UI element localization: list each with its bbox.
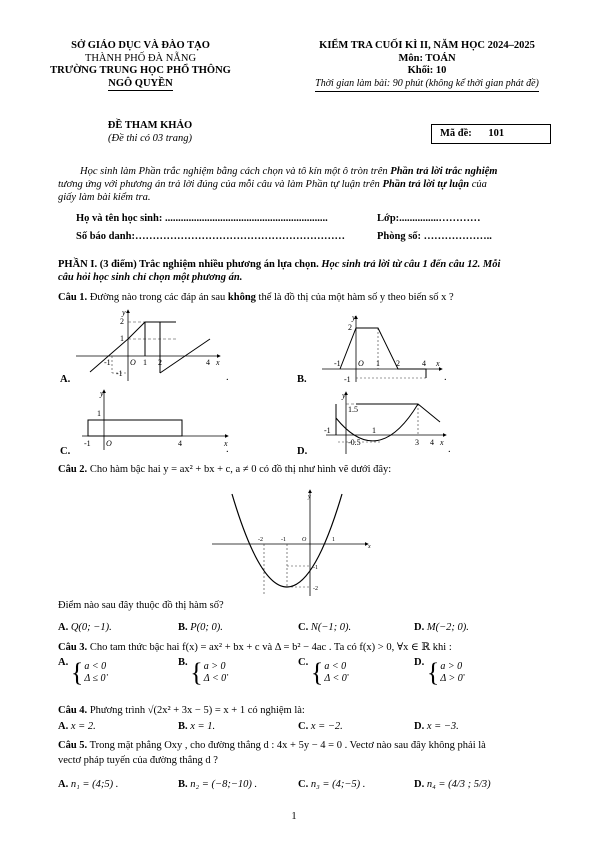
tick-x1: 1 — [332, 537, 335, 543]
opt-end: . — [226, 667, 229, 679]
tick-x4: 4 — [178, 439, 182, 448]
q3-stem — [58, 641, 452, 653]
label-y: y — [122, 308, 126, 317]
instr-line2: tương ứng với phương án trả lời đúng của mỗi câu và làm Phần tự luận trên — [58, 179, 383, 190]
q4-opt-c[interactable] — [298, 721, 343, 732]
tick-x1: 1 — [143, 358, 147, 367]
tick-x-neg1: -1 — [324, 426, 331, 435]
tick-x2: 2 — [396, 359, 400, 368]
q1-opt-b[interactable]: B. — [297, 374, 307, 385]
q5-opt-c[interactable] — [298, 779, 365, 790]
exam-pages: (Đề thi có 03 trang) — [108, 133, 192, 144]
opt-letter: C. — [298, 721, 309, 732]
tick-x1: 1 — [376, 359, 380, 368]
tick-2: 2 — [348, 323, 352, 332]
tick-y-neg2: -2 — [313, 586, 318, 592]
q1-text-a: Đường nào trong các đáp án sau — [87, 292, 228, 303]
q5-text2: vectơ pháp tuyến của đường thẳng d ? — [58, 755, 218, 766]
opt-text: M(−2; 0). — [426, 622, 469, 633]
opt-end: . — [106, 667, 109, 679]
tick-x-neg2: -2 — [258, 537, 263, 543]
school-name: NGÔ QUYỀN — [108, 78, 172, 92]
grade: Khối: 10 — [407, 65, 447, 76]
opt-text: x = −3. — [426, 721, 459, 732]
tick-x4: 4 — [422, 359, 426, 368]
tick-neg0-5: -0.5 — [348, 438, 361, 447]
curve-b — [340, 328, 426, 378]
q1-text-bold: không — [227, 292, 256, 303]
graph-b — [318, 312, 448, 384]
cond-1: a > 0 — [203, 661, 226, 672]
tick-1: 1 — [97, 409, 101, 418]
opt-text: n₁ = (4;5) . — [70, 779, 119, 790]
subject: Môn: TOÁN — [398, 52, 456, 64]
q1-stem — [58, 292, 454, 303]
cond-1: a < 0 — [84, 661, 107, 672]
section1-instr1: Học sinh trả lời từ câu 1 đến câu 12. Mỗi — [318, 259, 501, 270]
q4-text: Phương trình √(2x² + 3x − 5) = x + 1 có nghiệm là: — [87, 705, 305, 716]
cond-2: Δ > 0 — [440, 673, 463, 684]
exam-type: ĐỀ THAM KHẢO — [107, 120, 193, 131]
exam-title: KIỂM TRA CUỐI KÌ II, NĂM HỌC 2024–2025 — [319, 40, 535, 51]
room-field: Phòng số: ……………….. — [377, 231, 492, 242]
opt-text: N(−1; 0). — [310, 622, 352, 633]
city-name: THÀNH PHỐ ĐÀ NẴNG — [84, 52, 197, 64]
q3-opt-d[interactable]: D. { a > 0 Δ > 0 . — [414, 657, 466, 687]
opt-text: x = 2. — [70, 721, 96, 732]
tick-x4: 4 — [430, 438, 434, 447]
q5-opt-d[interactable] — [414, 779, 491, 790]
graph-a — [70, 306, 230, 384]
q3-options — [58, 657, 558, 694]
q4-opt-d[interactable] — [414, 721, 459, 732]
opt-letter: C. — [298, 622, 309, 633]
label-y: y — [308, 494, 311, 500]
opt-letter: A. — [58, 657, 69, 669]
label-x: x — [368, 544, 371, 550]
q1-label: Câu 1. — [58, 292, 88, 303]
q4-stem — [58, 705, 305, 716]
q3-opt-b[interactable]: B. { a > 0 Δ < 0 . — [178, 657, 229, 687]
q2-stem — [58, 464, 391, 475]
tick-1: 1 — [120, 334, 124, 343]
opt-letter: B. — [178, 721, 188, 732]
opt-letter: A. — [58, 779, 69, 790]
tick-x-neg1: -1 — [334, 359, 341, 368]
opt-text: P(0; 0). — [190, 622, 223, 633]
label-y: y — [352, 313, 356, 322]
opt-text: Q(0; −1). — [70, 622, 112, 633]
tick-x-neg1: -1 — [104, 358, 111, 367]
curve-d — [356, 404, 440, 422]
label-y: y — [342, 391, 346, 400]
label-x: x — [224, 439, 228, 448]
graph-c — [78, 388, 238, 452]
label-x: x — [440, 438, 444, 447]
q2-opt-c[interactable] — [298, 622, 351, 633]
opt-letter: D. — [414, 622, 425, 633]
q1-opt-d-dot: . — [448, 444, 451, 455]
duration: Thời gian làm bài: 90 phút (không kể thời gian phát đề) — [315, 78, 539, 93]
instr-line3: giấy làm bài kiểm tra. — [58, 192, 151, 203]
opt-text: x = 1. — [190, 721, 216, 732]
section1-title: PHẦN I. (3 điểm) Trắc nghiệm nhiều phương án lựa chọn. — [58, 259, 319, 270]
opt-end: . — [346, 667, 350, 679]
tick-x3: 3 — [415, 438, 419, 447]
q1-opt-b-dot: . — [444, 372, 447, 383]
tick-y-neg1: -1 — [313, 565, 318, 571]
header-left — [38, 40, 243, 91]
q1-opt-c[interactable]: C. — [60, 446, 71, 457]
q1-opt-a-dot: . — [226, 372, 229, 383]
opt-text: n₃ = (4;−5) . — [310, 779, 366, 790]
graph-d — [322, 390, 452, 456]
q2-label: Câu 2. — [58, 464, 88, 475]
cond-2: Δ ≤ 0 — [84, 673, 106, 684]
student-name-field: Họ và tên học sinh: .............................................................. — [76, 213, 328, 224]
tick-1-5: 1.5 — [348, 405, 358, 414]
q1-opt-a[interactable]: A. — [60, 374, 71, 385]
opt-text: n₂ = (−8;−10) . — [190, 779, 258, 790]
class-field: Lớp:...............………… — [377, 213, 481, 224]
q1-opt-c-dot: . — [226, 444, 229, 455]
opt-letter: B. — [178, 779, 188, 790]
instr-bold1: Phần trả lời trắc nghiệm — [390, 166, 498, 177]
dept-name: SỞ GIÁO DỤC VÀ ĐÀO TẠO — [71, 40, 210, 51]
exam-code-box — [431, 124, 551, 144]
school-type: TRƯỜNG TRUNG HỌC PHỔ THÔNG — [50, 65, 231, 76]
opt-letter: B. — [178, 622, 188, 633]
q3-label: Câu 3. — [58, 642, 88, 653]
tick-x-neg1: -1 — [84, 439, 91, 448]
header-right — [292, 40, 562, 92]
q3-text: Cho tam thức bậc hai f(x) = ax² + bx + c và Δ = b² − 4ac . Ta có f(x) > 0, ∀x ∈ ℝ khi : — [87, 642, 452, 653]
origin: O — [106, 439, 112, 448]
cond-2: Δ < 0 — [324, 673, 347, 684]
section1-header — [58, 258, 558, 284]
opt-letter: B. — [178, 657, 188, 669]
student-id-field: Số báo danh:…………………………………………………… — [76, 231, 345, 242]
tick-x2: 2 — [158, 358, 162, 367]
q3-opt-c[interactable]: C. { a < 0 Δ < 0 . — [298, 657, 350, 687]
opt-letter: C. — [298, 779, 309, 790]
instr-bold2: Phần trả lời tự luận — [382, 179, 470, 190]
opt-text: x = −2. — [310, 721, 343, 732]
instr-end: của — [469, 179, 487, 190]
origin: O — [302, 537, 307, 543]
label-y: y — [100, 389, 104, 398]
q5-stem — [58, 738, 558, 768]
exam-code-value: 101 — [488, 128, 505, 139]
curve-c — [88, 420, 182, 436]
q2-text: Cho hàm bậc hai y = ax² + bx + c, a ≠ 0 có đồ thị như hình vẽ dưới đây: — [87, 464, 392, 475]
label-x: x — [436, 359, 440, 368]
q4-opt-a[interactable] — [58, 721, 96, 732]
graph-parabola — [208, 484, 378, 600]
opt-text: n₄ = (4/3 ; 5/3) — [426, 779, 491, 790]
cond-2: Δ < 0 — [203, 673, 227, 684]
q2-opt-b[interactable] — [178, 622, 223, 633]
opt-letter: A. — [58, 622, 69, 633]
cond-1: a < 0 — [324, 661, 347, 672]
instructions — [58, 165, 558, 204]
opt-letter: A. — [58, 721, 69, 732]
opt-letter: D. — [414, 657, 425, 669]
q4-label: Câu 4. — [58, 705, 88, 716]
q2-question: Điểm nào sau đây thuộc đồ thị hàm số? — [58, 600, 224, 611]
opt-end: . — [462, 667, 466, 679]
q5-label: Câu 5. — [58, 740, 88, 751]
opt-letter: D. — [414, 721, 425, 732]
q5-opt-a[interactable] — [58, 779, 118, 790]
q5-opt-b[interactable] — [178, 779, 257, 790]
q3-opt-a[interactable]: A. { a < 0 Δ ≤ 0 . — [58, 657, 109, 687]
label-x: x — [216, 358, 220, 367]
tick-x4: 4 — [206, 358, 210, 367]
instr-line1: Học sinh làm Phần trắc nghiệm bằng cách chọn và tô kín một ô tròn trên — [80, 166, 391, 177]
q4-opt-b[interactable] — [178, 721, 215, 732]
q2-opt-a[interactable] — [58, 622, 112, 633]
cond-1: a > 0 — [440, 661, 463, 672]
tick-2: 2 — [120, 317, 124, 326]
q5-text1: Trong mặt phẳng Oxy , cho đường thẳng d : 4x + 5y − 4 = 0 . Vectơ nào sau đây không phải là — [87, 740, 486, 751]
origin: O — [130, 358, 136, 367]
opt-letter: D. — [414, 779, 425, 790]
tick-x1: 1 — [372, 426, 376, 435]
opt-letter: C. — [298, 657, 309, 669]
exam-code-label: Mã đề: — [440, 128, 472, 139]
page-number: 1 — [291, 811, 297, 822]
q1-text-b: thể là đồ thị của một hàm số y theo biến số x ? — [255, 292, 454, 303]
tick-x-neg1: -1 — [281, 537, 286, 543]
origin: O — [358, 359, 364, 368]
tick-neg1: -1 — [116, 369, 123, 378]
q2-opt-d[interactable] — [414, 622, 469, 633]
tick-neg1: -1 — [344, 375, 351, 384]
section1-instr2: câu hỏi học sinh chỉ chọn một phương án. — [58, 272, 243, 283]
q1-opt-d[interactable]: D. — [297, 446, 308, 457]
